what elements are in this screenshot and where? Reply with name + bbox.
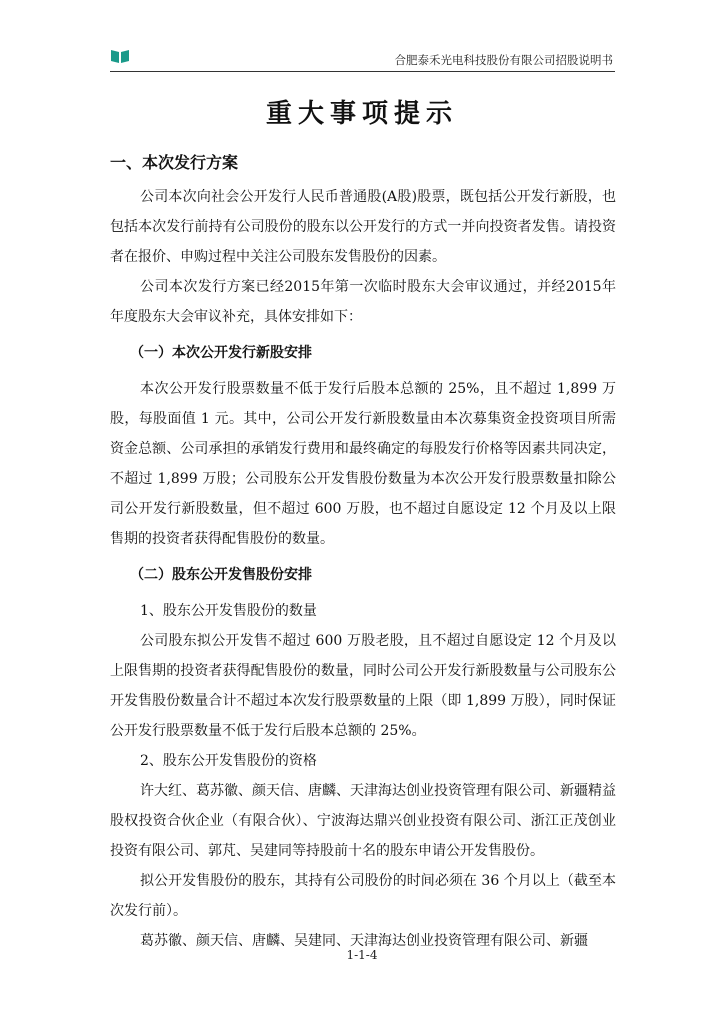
list-item-heading: 1、股东公开发售股份的数量 bbox=[140, 603, 317, 619]
paragraph: 本次公开发行股票数量不低于发行后股本总额的 25%，且不超过 1,899 万股，每股面值 1 元。其中，公司公开发行新股数量由本次募集资金投资项目所需资金总额、公司承担的承销发行费用和最终确定的每股发行价格等因素共同决定，不超过 1,899 万股；公司股东公开发售股份数量为本次公开发行股票数量扣除公司公开发行新股数量，但不超过 600 万股，也不超过自愿设定 12 个月及以上限售期的投资者获得配售股份的数量。 bbox=[110, 381, 616, 547]
paragraph: 公司股东拟公开发售不超过 600 万股老股，且不超过自愿设定 12 个月及以上限售期的投资者获得配售股份的数量，同时公司公开发行新股数量与公司股东公开发售股份数量合计不超过本次发行股票数量的上限（即 1,899 万股），同时保证公开发行股票数量不低于发行后股本总额的 25%。 bbox=[110, 633, 616, 739]
subsection-heading: （一）本次公开发行新股安排 bbox=[130, 345, 312, 361]
paragraph: 拟公开发售股份的股东，其持有公司股份的时间必须在 36 个月以上（截至本次发行前）。 bbox=[110, 873, 616, 919]
page-header bbox=[110, 49, 615, 72]
list-item-heading: 2、股东公开发售股份的资格 bbox=[140, 753, 317, 769]
section-heading: 一、本次发行方案 bbox=[110, 153, 239, 172]
paragraph: 公司本次发行方案已经2015年第一次临时股东大会审议通过，并经2015年年度股东大会审议补充，具体安排如下： bbox=[110, 279, 616, 325]
page-title: 重大事项提示 bbox=[265, 99, 458, 129]
document-body bbox=[110, 148, 616, 956]
subsection-heading: （二）股东公开发售股份安排 bbox=[130, 567, 312, 583]
page-number: 1-1-4 bbox=[346, 948, 378, 962]
paragraph: 葛苏徽、颜天信、唐麟、吴建同、天津海达创业投资管理有限公司、新疆 bbox=[140, 933, 588, 949]
paragraph: 许大红、葛苏徽、颜天信、唐麟、天津海达创业投资管理有限公司、新疆精益股权投资合伙企业（有限合伙）、宁波海达鼎兴创业投资有限公司、浙江正茂创业投资有限公司、郭芃、吴建同等持股前十名的股东申请公开发售股份。 bbox=[110, 783, 616, 859]
header-company-name: 合肥泰禾光电科技股份有限公司招股说明书 bbox=[394, 53, 613, 67]
paragraph: 公司本次向社会公开发行人民币普通股(A股)股票，既包括公开发行新股，也包括本次发行前持有公司股份的股东以公开发行的方式一并向投资者发售。请投资者在报价、申购过程中关注公司股东发售股份的因素。 bbox=[110, 189, 616, 265]
book-logo-icon bbox=[110, 49, 130, 64]
